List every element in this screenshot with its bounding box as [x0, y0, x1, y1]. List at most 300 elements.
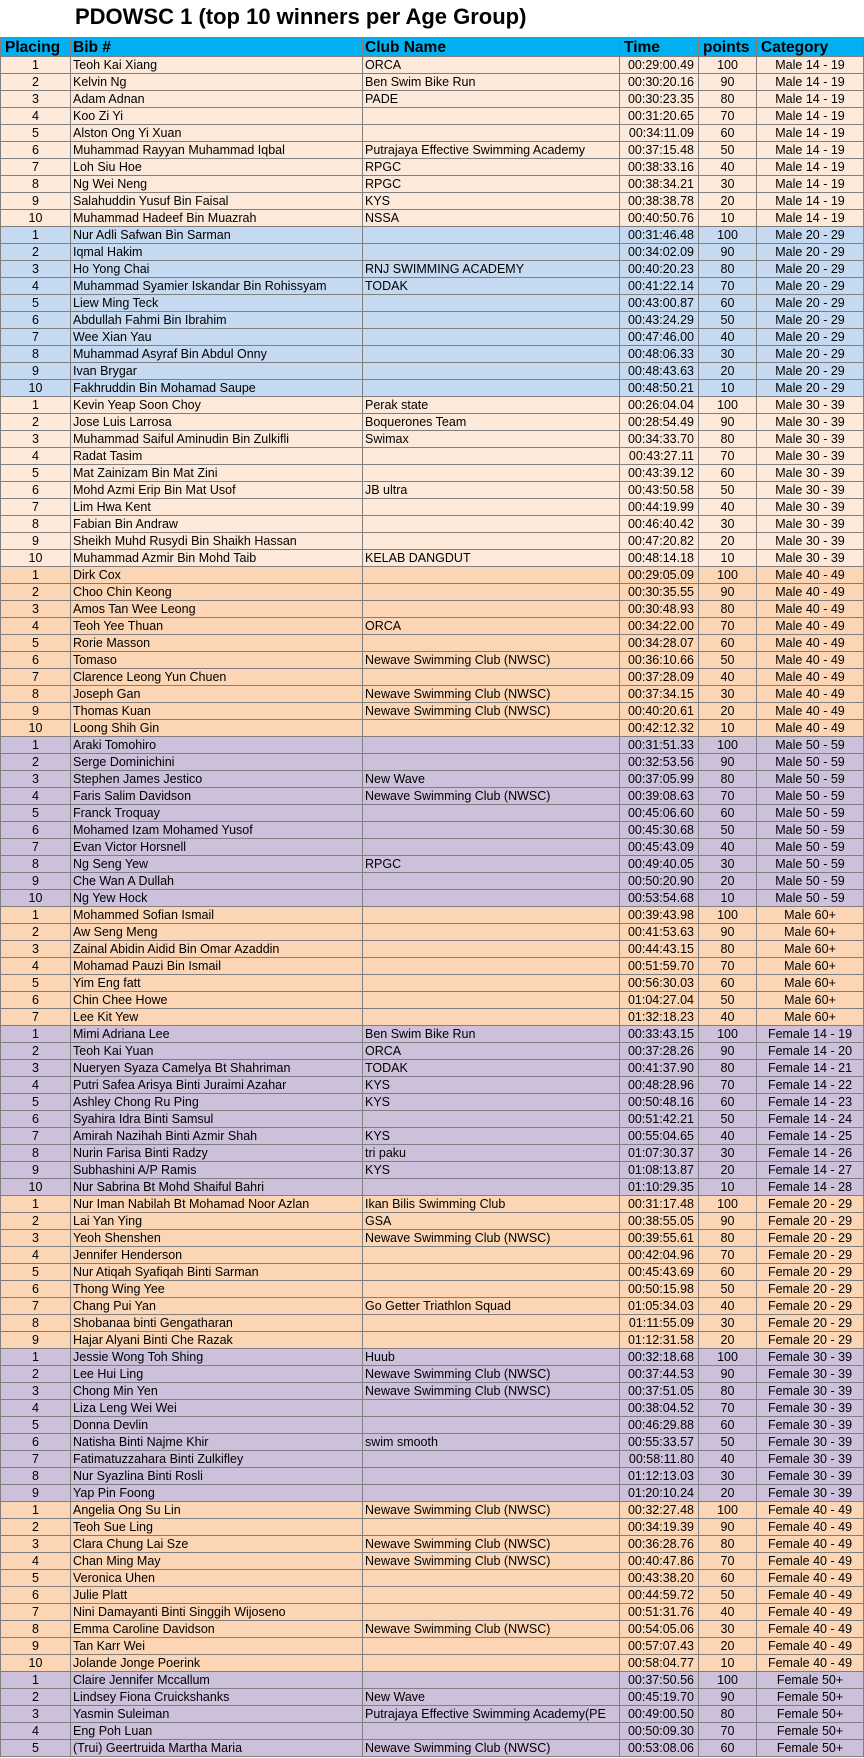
club-cell[interactable]: [363, 1247, 620, 1264]
placing-cell[interactable]: 4: [0, 1077, 71, 1094]
name-cell[interactable]: (Trui) Geertruida Martha Maria: [71, 1740, 363, 1757]
name-cell[interactable]: Yeoh Shenshen: [71, 1230, 363, 1247]
placing-cell[interactable]: 3: [0, 601, 71, 618]
time-cell[interactable]: 00:41:22.14: [620, 278, 699, 295]
points-cell[interactable]: 100: [699, 1349, 757, 1366]
category-cell[interactable]: Male 14 - 19: [757, 74, 864, 91]
points-cell[interactable]: 30: [699, 1145, 757, 1162]
placing-cell[interactable]: 9: [0, 1162, 71, 1179]
category-cell[interactable]: Male 30 - 39: [757, 533, 864, 550]
time-cell[interactable]: 00:50:09.30: [620, 1723, 699, 1740]
name-cell[interactable]: Jose Luis Larrosa: [71, 414, 363, 431]
time-cell[interactable]: 00:47:46.00: [620, 329, 699, 346]
club-cell[interactable]: KYS: [363, 193, 620, 210]
points-cell[interactable]: 100: [699, 1502, 757, 1519]
club-cell[interactable]: [363, 873, 620, 890]
time-cell[interactable]: 00:51:59.70: [620, 958, 699, 975]
category-cell[interactable]: Male 20 - 29: [757, 329, 864, 346]
category-cell[interactable]: Male 40 - 49: [757, 720, 864, 737]
name-cell[interactable]: Rorie Masson: [71, 635, 363, 652]
points-cell[interactable]: 70: [699, 1077, 757, 1094]
club-cell[interactable]: [363, 1587, 620, 1604]
category-cell[interactable]: Male 60+: [757, 1009, 864, 1026]
club-cell[interactable]: [363, 1655, 620, 1672]
placing-cell[interactable]: 7: [0, 1128, 71, 1145]
time-cell[interactable]: 00:45:19.70: [620, 1689, 699, 1706]
time-cell[interactable]: 00:32:18.68: [620, 1349, 699, 1366]
time-cell[interactable]: 00:53:08.06: [620, 1740, 699, 1757]
time-cell[interactable]: 00:38:33.16: [620, 159, 699, 176]
name-cell[interactable]: Nur Sabrina Bt Mohd Shaiful Bahri: [71, 1179, 363, 1196]
name-cell[interactable]: Radat Tasim: [71, 448, 363, 465]
placing-cell[interactable]: 7: [0, 669, 71, 686]
name-cell[interactable]: Choo Chin Keong: [71, 584, 363, 601]
club-cell[interactable]: Newave Swimming Club (NWSC): [363, 1502, 620, 1519]
name-cell[interactable]: Lee Kit Yew: [71, 1009, 363, 1026]
time-cell[interactable]: 00:30:35.55: [620, 584, 699, 601]
points-cell[interactable]: 30: [699, 176, 757, 193]
club-cell[interactable]: Boquerones Team: [363, 414, 620, 431]
points-cell[interactable]: 30: [699, 346, 757, 363]
category-cell[interactable]: Male 14 - 19: [757, 176, 864, 193]
placing-cell[interactable]: 2: [0, 584, 71, 601]
time-cell[interactable]: 00:49:40.05: [620, 856, 699, 873]
name-cell[interactable]: Ivan Brygar: [71, 363, 363, 380]
placing-cell[interactable]: 9: [0, 193, 71, 210]
name-cell[interactable]: Liew Ming Teck: [71, 295, 363, 312]
placing-cell[interactable]: 6: [0, 822, 71, 839]
placing-cell[interactable]: 7: [0, 1298, 71, 1315]
placing-cell[interactable]: 4: [0, 1723, 71, 1740]
club-cell[interactable]: [363, 312, 620, 329]
placing-cell[interactable]: 8: [0, 176, 71, 193]
category-cell[interactable]: Female 40 - 49: [757, 1604, 864, 1621]
time-cell[interactable]: 00:38:38.78: [620, 193, 699, 210]
club-cell[interactable]: [363, 295, 620, 312]
points-cell[interactable]: 20: [699, 1638, 757, 1655]
name-cell[interactable]: Lai Yan Ying: [71, 1213, 363, 1230]
time-cell[interactable]: 00:46:29.88: [620, 1417, 699, 1434]
category-cell[interactable]: Female 20 - 29: [757, 1315, 864, 1332]
name-cell[interactable]: Chong Min Yen: [71, 1383, 363, 1400]
category-cell[interactable]: Male 60+: [757, 975, 864, 992]
club-cell[interactable]: [363, 125, 620, 142]
club-cell[interactable]: Swimax: [363, 431, 620, 448]
club-cell[interactable]: [363, 329, 620, 346]
club-cell[interactable]: Ikan Bilis Swimming Club: [363, 1196, 620, 1213]
time-cell[interactable]: 00:42:12.32: [620, 720, 699, 737]
club-cell[interactable]: [363, 108, 620, 125]
category-cell[interactable]: Male 14 - 19: [757, 210, 864, 227]
name-cell[interactable]: Mohamed Izam Mohamed Yusof: [71, 822, 363, 839]
club-cell[interactable]: Newave Swimming Club (NWSC): [363, 1536, 620, 1553]
name-cell[interactable]: Franck Troquay: [71, 805, 363, 822]
points-cell[interactable]: 90: [699, 1213, 757, 1230]
placing-cell[interactable]: 2: [0, 1366, 71, 1383]
points-cell[interactable]: 100: [699, 227, 757, 244]
name-cell[interactable]: Tan Karr Wei: [71, 1638, 363, 1655]
name-cell[interactable]: Muhammad Saiful Aminudin Bin Zulkifli: [71, 431, 363, 448]
points-cell[interactable]: 80: [699, 1383, 757, 1400]
category-cell[interactable]: Male 14 - 19: [757, 159, 864, 176]
category-cell[interactable]: Female 20 - 29: [757, 1264, 864, 1281]
name-cell[interactable]: Muhammad Rayyan Muhammad Iqbal: [71, 142, 363, 159]
name-cell[interactable]: Liza Leng Wei Wei: [71, 1400, 363, 1417]
time-cell[interactable]: 00:45:30.68: [620, 822, 699, 839]
placing-cell[interactable]: 1: [0, 737, 71, 754]
category-cell[interactable]: Male 30 - 39: [757, 550, 864, 567]
category-cell[interactable]: Female 40 - 49: [757, 1638, 864, 1655]
name-cell[interactable]: Ashley Chong Ru Ping: [71, 1094, 363, 1111]
club-cell[interactable]: Newave Swimming Club (NWSC): [363, 1383, 620, 1400]
placing-cell[interactable]: 4: [0, 278, 71, 295]
points-cell[interactable]: 80: [699, 601, 757, 618]
club-cell[interactable]: [363, 805, 620, 822]
placing-cell[interactable]: 5: [0, 1740, 71, 1757]
category-cell[interactable]: Male 60+: [757, 941, 864, 958]
time-cell[interactable]: 00:51:42.21: [620, 1111, 699, 1128]
placing-cell[interactable]: 2: [0, 74, 71, 91]
club-cell[interactable]: [363, 1179, 620, 1196]
name-cell[interactable]: Emma Caroline Davidson: [71, 1621, 363, 1638]
category-cell[interactable]: Female 50+: [757, 1689, 864, 1706]
name-cell[interactable]: Nur Iman Nabilah Bt Mohamad Noor Azlan: [71, 1196, 363, 1213]
name-cell[interactable]: Thong Wing Yee: [71, 1281, 363, 1298]
points-cell[interactable]: 30: [699, 1315, 757, 1332]
header-club-name[interactable]: Club Name: [363, 37, 620, 57]
time-cell[interactable]: 00:42:04.96: [620, 1247, 699, 1264]
category-cell[interactable]: Female 14 - 22: [757, 1077, 864, 1094]
category-cell[interactable]: Female 40 - 49: [757, 1536, 864, 1553]
time-cell[interactable]: 00:31:20.65: [620, 108, 699, 125]
time-cell[interactable]: 00:55:04.65: [620, 1128, 699, 1145]
time-cell[interactable]: 00:43:50.58: [620, 482, 699, 499]
placing-cell[interactable]: 4: [0, 788, 71, 805]
points-cell[interactable]: 40: [699, 1298, 757, 1315]
points-cell[interactable]: 70: [699, 448, 757, 465]
points-cell[interactable]: 70: [699, 1553, 757, 1570]
name-cell[interactable]: Natisha Binti Najme Khir: [71, 1434, 363, 1451]
time-cell[interactable]: 00:32:27.48: [620, 1502, 699, 1519]
time-cell[interactable]: 00:38:34.21: [620, 176, 699, 193]
points-cell[interactable]: 30: [699, 686, 757, 703]
club-cell[interactable]: [363, 1604, 620, 1621]
name-cell[interactable]: Fakhruddin Bin Mohamad Saupe: [71, 380, 363, 397]
time-cell[interactable]: 00:43:39.12: [620, 465, 699, 482]
points-cell[interactable]: 60: [699, 1094, 757, 1111]
club-cell[interactable]: [363, 1468, 620, 1485]
points-cell[interactable]: 70: [699, 108, 757, 125]
placing-cell[interactable]: 3: [0, 1706, 71, 1723]
category-cell[interactable]: Female 14 - 19: [757, 1026, 864, 1043]
placing-cell[interactable]: 10: [0, 550, 71, 567]
time-cell[interactable]: 00:37:05.99: [620, 771, 699, 788]
time-cell[interactable]: 00:49:00.50: [620, 1706, 699, 1723]
time-cell[interactable]: 00:46:40.42: [620, 516, 699, 533]
name-cell[interactable]: Chang Pui Yan: [71, 1298, 363, 1315]
placing-cell[interactable]: 9: [0, 703, 71, 720]
time-cell[interactable]: 00:39:55.61: [620, 1230, 699, 1247]
category-cell[interactable]: Female 30 - 39: [757, 1451, 864, 1468]
placing-cell[interactable]: 7: [0, 499, 71, 516]
points-cell[interactable]: 10: [699, 380, 757, 397]
category-cell[interactable]: Female 30 - 39: [757, 1485, 864, 1502]
points-cell[interactable]: 20: [699, 703, 757, 720]
time-cell[interactable]: 01:08:13.87: [620, 1162, 699, 1179]
name-cell[interactable]: Dirk Cox: [71, 567, 363, 584]
name-cell[interactable]: Subhashini A/P Ramis: [71, 1162, 363, 1179]
placing-cell[interactable]: 3: [0, 431, 71, 448]
category-cell[interactable]: Female 50+: [757, 1723, 864, 1740]
points-cell[interactable]: 10: [699, 890, 757, 907]
category-cell[interactable]: Male 20 - 29: [757, 346, 864, 363]
points-cell[interactable]: 100: [699, 1026, 757, 1043]
placing-cell[interactable]: 10: [0, 720, 71, 737]
header-category[interactable]: Category: [757, 37, 864, 57]
club-cell[interactable]: [363, 1638, 620, 1655]
time-cell[interactable]: 00:50:48.16: [620, 1094, 699, 1111]
name-cell[interactable]: Salahuddin Yusuf Bin Faisal: [71, 193, 363, 210]
club-cell[interactable]: [363, 1672, 620, 1689]
club-cell[interactable]: [363, 839, 620, 856]
category-cell[interactable]: Male 30 - 39: [757, 499, 864, 516]
time-cell[interactable]: 00:50:20.90: [620, 873, 699, 890]
name-cell[interactable]: Che Wan A Dullah: [71, 873, 363, 890]
name-cell[interactable]: Wee Xian Yau: [71, 329, 363, 346]
club-cell[interactable]: tri paku: [363, 1145, 620, 1162]
category-cell[interactable]: Male 20 - 29: [757, 261, 864, 278]
club-cell[interactable]: Huub: [363, 1349, 620, 1366]
club-cell[interactable]: [363, 635, 620, 652]
placing-cell[interactable]: 3: [0, 1060, 71, 1077]
club-cell[interactable]: KYS: [363, 1094, 620, 1111]
time-cell[interactable]: 00:48:43.63: [620, 363, 699, 380]
points-cell[interactable]: 60: [699, 635, 757, 652]
placing-cell[interactable]: 1: [0, 1502, 71, 1519]
header-time[interactable]: Time: [620, 37, 699, 57]
placing-cell[interactable]: 4: [0, 958, 71, 975]
placing-cell[interactable]: 7: [0, 1451, 71, 1468]
club-cell[interactable]: [363, 1570, 620, 1587]
category-cell[interactable]: Male 14 - 19: [757, 57, 864, 74]
name-cell[interactable]: Loong Shih Gin: [71, 720, 363, 737]
name-cell[interactable]: Kelvin Ng: [71, 74, 363, 91]
time-cell[interactable]: 00:34:22.00: [620, 618, 699, 635]
name-cell[interactable]: Clarence Leong Yun Chuen: [71, 669, 363, 686]
name-cell[interactable]: Nurin Farisa Binti Radzy: [71, 1145, 363, 1162]
club-cell[interactable]: [363, 941, 620, 958]
category-cell[interactable]: Male 40 - 49: [757, 567, 864, 584]
placing-cell[interactable]: 8: [0, 516, 71, 533]
points-cell[interactable]: 90: [699, 754, 757, 771]
placing-cell[interactable]: 3: [0, 771, 71, 788]
points-cell[interactable]: 100: [699, 397, 757, 414]
points-cell[interactable]: 10: [699, 1655, 757, 1672]
club-cell[interactable]: PADE: [363, 91, 620, 108]
name-cell[interactable]: Chin Chee Howe: [71, 992, 363, 1009]
points-cell[interactable]: 90: [699, 1689, 757, 1706]
points-cell[interactable]: 60: [699, 1417, 757, 1434]
placing-cell[interactable]: 2: [0, 1689, 71, 1706]
category-cell[interactable]: Female 20 - 29: [757, 1281, 864, 1298]
category-cell[interactable]: Female 30 - 39: [757, 1400, 864, 1417]
name-cell[interactable]: Abdullah Fahmi Bin Ibrahim: [71, 312, 363, 329]
placing-cell[interactable]: 5: [0, 975, 71, 992]
category-cell[interactable]: Male 40 - 49: [757, 584, 864, 601]
category-cell[interactable]: Male 60+: [757, 992, 864, 1009]
category-cell[interactable]: Male 20 - 29: [757, 363, 864, 380]
time-cell[interactable]: 01:07:30.37: [620, 1145, 699, 1162]
points-cell[interactable]: 100: [699, 567, 757, 584]
club-cell[interactable]: [363, 1485, 620, 1502]
name-cell[interactable]: Donna Devlin: [71, 1417, 363, 1434]
points-cell[interactable]: 60: [699, 1740, 757, 1757]
category-cell[interactable]: Female 14 - 27: [757, 1162, 864, 1179]
name-cell[interactable]: Aw Seng Meng: [71, 924, 363, 941]
placing-cell[interactable]: 4: [0, 618, 71, 635]
header-points[interactable]: points: [699, 37, 757, 57]
name-cell[interactable]: Evan Victor Horsnell: [71, 839, 363, 856]
category-cell[interactable]: Female 30 - 39: [757, 1434, 864, 1451]
placing-cell[interactable]: 5: [0, 805, 71, 822]
placing-cell[interactable]: 5: [0, 1264, 71, 1281]
points-cell[interactable]: 10: [699, 1179, 757, 1196]
club-cell[interactable]: [363, 533, 620, 550]
points-cell[interactable]: 100: [699, 1196, 757, 1213]
points-cell[interactable]: 100: [699, 57, 757, 74]
points-cell[interactable]: 90: [699, 924, 757, 941]
name-cell[interactable]: Veronica Uhen: [71, 1570, 363, 1587]
points-cell[interactable]: 30: [699, 1621, 757, 1638]
name-cell[interactable]: Jennifer Henderson: [71, 1247, 363, 1264]
category-cell[interactable]: Male 50 - 59: [757, 737, 864, 754]
name-cell[interactable]: Mohamad Pauzi Bin Ismail: [71, 958, 363, 975]
points-cell[interactable]: 90: [699, 74, 757, 91]
club-cell[interactable]: JB ultra: [363, 482, 620, 499]
points-cell[interactable]: 10: [699, 720, 757, 737]
club-cell[interactable]: [363, 584, 620, 601]
club-cell[interactable]: [363, 601, 620, 618]
placing-cell[interactable]: 8: [0, 1621, 71, 1638]
club-cell[interactable]: [363, 380, 620, 397]
category-cell[interactable]: Female 14 - 25: [757, 1128, 864, 1145]
placing-cell[interactable]: 8: [0, 1468, 71, 1485]
points-cell[interactable]: 80: [699, 1536, 757, 1553]
time-cell[interactable]: 00:58:11.80: [620, 1451, 699, 1468]
name-cell[interactable]: Nueryen Syaza Camelya Bt Shahriman: [71, 1060, 363, 1077]
placing-cell[interactable]: 10: [0, 380, 71, 397]
name-cell[interactable]: Mohd Azmi Erip Bin Mat Usof: [71, 482, 363, 499]
name-cell[interactable]: Mimi Adriana Lee: [71, 1026, 363, 1043]
category-cell[interactable]: Female 40 - 49: [757, 1621, 864, 1638]
time-cell[interactable]: 00:43:27.11: [620, 448, 699, 465]
time-cell[interactable]: 00:56:30.03: [620, 975, 699, 992]
placing-cell[interactable]: 6: [0, 482, 71, 499]
name-cell[interactable]: Hajar Alyani Binti Che Razak: [71, 1332, 363, 1349]
time-cell[interactable]: 00:43:38.20: [620, 1570, 699, 1587]
category-cell[interactable]: Female 50+: [757, 1706, 864, 1723]
points-cell[interactable]: 20: [699, 1162, 757, 1179]
placing-cell[interactable]: 1: [0, 1196, 71, 1213]
name-cell[interactable]: Angelia Ong Su Lin: [71, 1502, 363, 1519]
category-cell[interactable]: Male 30 - 39: [757, 482, 864, 499]
category-cell[interactable]: Male 40 - 49: [757, 652, 864, 669]
category-cell[interactable]: Male 20 - 29: [757, 278, 864, 295]
placing-cell[interactable]: 2: [0, 1519, 71, 1536]
placing-cell[interactable]: 6: [0, 142, 71, 159]
category-cell[interactable]: Female 40 - 49: [757, 1502, 864, 1519]
points-cell[interactable]: 10: [699, 210, 757, 227]
points-cell[interactable]: 30: [699, 516, 757, 533]
category-cell[interactable]: Male 14 - 19: [757, 193, 864, 210]
club-cell[interactable]: [363, 1281, 620, 1298]
club-cell[interactable]: [363, 227, 620, 244]
placing-cell[interactable]: 8: [0, 346, 71, 363]
category-cell[interactable]: Female 40 - 49: [757, 1553, 864, 1570]
name-cell[interactable]: Adam Adnan: [71, 91, 363, 108]
placing-cell[interactable]: 1: [0, 1026, 71, 1043]
placing-cell[interactable]: 5: [0, 465, 71, 482]
time-cell[interactable]: 01:12:31.58: [620, 1332, 699, 1349]
name-cell[interactable]: Araki Tomohiro: [71, 737, 363, 754]
placing-cell[interactable]: 8: [0, 1315, 71, 1332]
time-cell[interactable]: 00:31:17.48: [620, 1196, 699, 1213]
placing-cell[interactable]: 3: [0, 261, 71, 278]
time-cell[interactable]: 00:43:24.29: [620, 312, 699, 329]
club-cell[interactable]: NSSA: [363, 210, 620, 227]
time-cell[interactable]: 00:26:04.04: [620, 397, 699, 414]
category-cell[interactable]: Female 40 - 49: [757, 1587, 864, 1604]
placing-cell[interactable]: 10: [0, 890, 71, 907]
category-cell[interactable]: Male 40 - 49: [757, 669, 864, 686]
placing-cell[interactable]: 5: [0, 125, 71, 142]
club-cell[interactable]: KELAB DANGDUT: [363, 550, 620, 567]
points-cell[interactable]: 20: [699, 533, 757, 550]
points-cell[interactable]: 80: [699, 1060, 757, 1077]
time-cell[interactable]: 00:40:20.61: [620, 703, 699, 720]
points-cell[interactable]: 90: [699, 414, 757, 431]
category-cell[interactable]: Male 50 - 59: [757, 890, 864, 907]
category-cell[interactable]: Male 14 - 19: [757, 125, 864, 142]
placing-cell[interactable]: 5: [0, 635, 71, 652]
points-cell[interactable]: 60: [699, 805, 757, 822]
points-cell[interactable]: 70: [699, 788, 757, 805]
time-cell[interactable]: 00:34:33.70: [620, 431, 699, 448]
placing-cell[interactable]: 7: [0, 159, 71, 176]
club-cell[interactable]: Newave Swimming Club (NWSC): [363, 1621, 620, 1638]
category-cell[interactable]: Female 30 - 39: [757, 1417, 864, 1434]
placing-cell[interactable]: 2: [0, 754, 71, 771]
time-cell[interactable]: 00:57:07.43: [620, 1638, 699, 1655]
name-cell[interactable]: Claire Jennifer Mccallum: [71, 1672, 363, 1689]
points-cell[interactable]: 50: [699, 312, 757, 329]
points-cell[interactable]: 10: [699, 550, 757, 567]
club-cell[interactable]: Newave Swimming Club (NWSC): [363, 652, 620, 669]
placing-cell[interactable]: 1: [0, 907, 71, 924]
time-cell[interactable]: 00:30:48.93: [620, 601, 699, 618]
name-cell[interactable]: Jessie Wong Toh Shing: [71, 1349, 363, 1366]
name-cell[interactable]: Faris Salim Davidson: [71, 788, 363, 805]
category-cell[interactable]: Male 40 - 49: [757, 601, 864, 618]
category-cell[interactable]: Male 50 - 59: [757, 856, 864, 873]
club-cell[interactable]: Ben Swim Bike Run: [363, 74, 620, 91]
header-bib[interactable]: Bib #: [71, 37, 363, 57]
time-cell[interactable]: 00:30:20.16: [620, 74, 699, 91]
points-cell[interactable]: 50: [699, 1281, 757, 1298]
name-cell[interactable]: Mat Zainizam Bin Mat Zini: [71, 465, 363, 482]
time-cell[interactable]: 00:40:47.86: [620, 1553, 699, 1570]
points-cell[interactable]: 80: [699, 771, 757, 788]
